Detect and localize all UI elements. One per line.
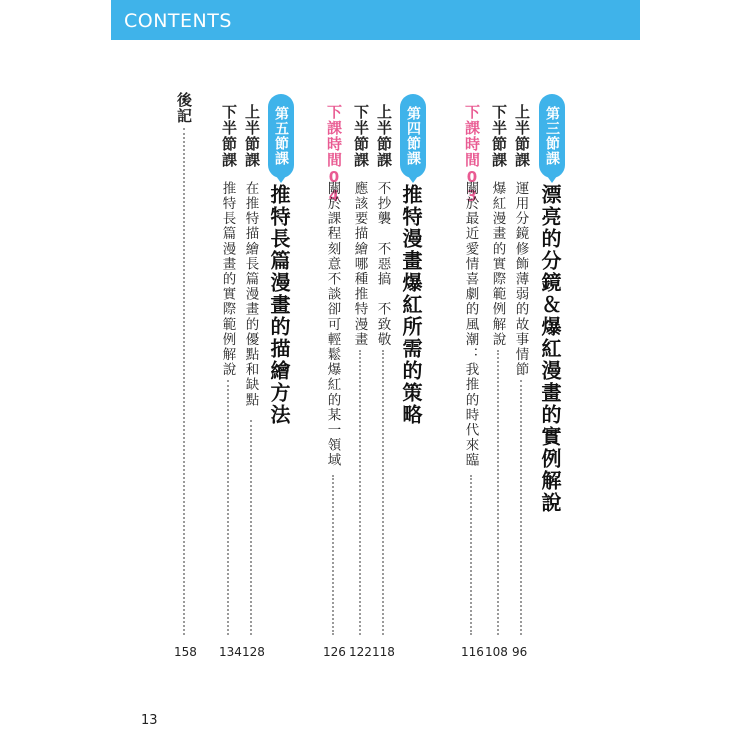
entry-text[interactable]: 不抄襲 不惡搞 不致敬 [374,181,391,348]
page-ref: 116 [461,645,484,659]
page-ref: 96 [512,645,528,659]
break-label: 下課時間03 [463,104,481,206]
section-badge-label: 第三節課 [544,106,560,166]
page-ref: 126 [323,645,346,659]
dot-leader [470,475,472,635]
page-ref: 108 [485,645,508,659]
section-title: 漂亮的分鏡＆爆紅漫畫的實例解說 [538,184,562,514]
section-badge-5 [268,94,294,178]
section-badge-label: 第四節課 [405,106,421,166]
entry-text[interactable]: 爆紅漫畫的實際範例解說 [489,181,506,348]
entry-label: 上半節課 [375,104,393,168]
page-ref: 122 [349,645,372,659]
page-ref: 134 [219,645,242,659]
page-number: 13 [141,713,158,728]
dot-leader [227,380,229,635]
page-ref: 128 [242,645,265,659]
dot-leader [497,350,499,635]
entry-text[interactable]: 關於最近愛情喜劇的風潮：我推的時代來臨 [462,181,479,468]
entry-label: 上半節課 [243,104,261,168]
header-bar [111,0,640,40]
dot-leader [332,475,334,635]
entry-label: 下半節課 [352,104,370,168]
entry-text[interactable]: 運用分鏡修飾薄弱的故事情節 [512,181,529,378]
section-badge-3 [539,94,565,178]
entry-label: 下半節課 [220,104,238,168]
page-ref: 118 [372,645,395,659]
dot-leader [382,350,384,635]
section-title: 推特漫畫爆紅所需的策略 [399,184,423,426]
dot-leader [183,128,185,635]
entry-text[interactable]: 推特長篇漫畫的實際範例解說 [219,181,236,378]
section-title: 推特長篇漫畫的描繪方法 [267,184,291,426]
break-label: 下課時間04 [325,104,343,206]
dot-leader [250,420,252,635]
dot-leader [520,380,522,635]
afterword-label[interactable]: 後記 [175,92,193,124]
badge-pointer-icon [547,176,557,183]
section-badge-label: 第五節課 [273,106,289,166]
page-title: CONTENTS [124,10,232,32]
entry-text[interactable]: 關於課程刻意不談卻可輕鬆爆紅的某一領域 [324,181,341,468]
entry-label: 上半節課 [513,104,531,168]
badge-pointer-icon [408,176,418,183]
entry-label: 下半節課 [490,104,508,168]
badge-pointer-icon [276,176,286,183]
dot-leader [359,350,361,635]
page-ref: 158 [174,645,197,659]
entry-text[interactable]: 應該要描繪哪種推特漫畫 [351,181,368,348]
section-badge-4 [400,94,426,178]
entry-text[interactable]: 在推特描繪長篇漫畫的優點和缺點 [242,181,259,408]
